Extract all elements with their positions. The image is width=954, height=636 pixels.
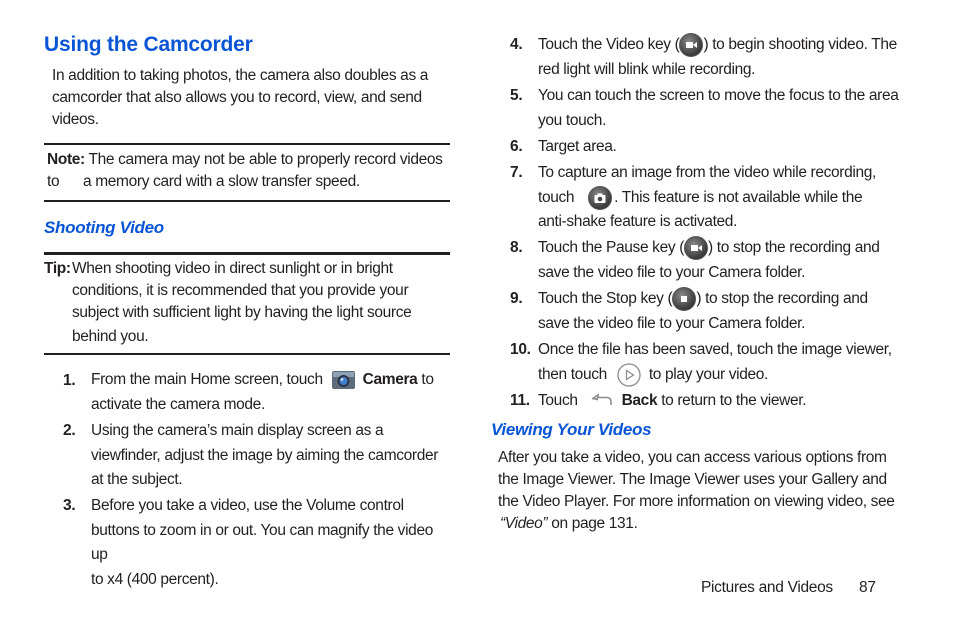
note-text-1: The camera may not be able to properly record videos to <box>47 151 443 190</box>
tip-text: When shooting video in direct sunlight or in bright conditions, it is recommended that you provide your subject with sufficient light by having the light source behind you. <box>72 260 412 345</box>
step-number: 4. <box>510 36 523 53</box>
step-number: 3. <box>63 497 76 514</box>
tip-label: Tip: <box>44 260 71 277</box>
note-label: Note: <box>47 151 85 168</box>
step-number: 8. <box>510 239 523 256</box>
intro-paragraph: In addition to taking photos, the camera also doubles as a camcorder that also allows you to record, view, and send videos. <box>52 67 429 128</box>
step-1: From the main Home screen, touch Camera to activate the camera mode. <box>91 368 451 417</box>
step-number: 11. <box>510 392 530 409</box>
viewing-paragraph: After you take a video, you can access various options from the Image Viewer. The Image Viewer uses your Gallery and the Video Player. For more information on viewing video, see “Video” on page 131. <box>498 449 895 532</box>
step-4: Touch the Video key ( ) to begin shooting video. The red light will blink while recording. <box>538 33 908 82</box>
step-3: Before you take a video, use the Volume control buttons to zoom in or out. You can magnify the video up to x4 (400 percent). <box>91 497 433 588</box>
camera-app-icon <box>331 369 356 391</box>
camera-shutter-icon <box>588 186 612 210</box>
step-number: 5. <box>510 87 523 104</box>
step-2: Using the camera’s main display screen as a viewfinder, adjust the image by aiming the camcorder at the subject. <box>91 422 439 488</box>
step-10: Once the file has been saved, touch the image viewer, then touch to play your video. <box>538 338 908 387</box>
tip-top-rule <box>44 252 450 255</box>
footer-section: Pictures and Videos <box>701 579 833 596</box>
page-title: Using the Camcorder <box>44 33 253 56</box>
step-9: Touch the Stop key ( ) to stop the recording and save the video file to your Camera folder. <box>538 287 908 336</box>
step-6: Target area. <box>538 138 617 155</box>
tip-bottom-rule <box>44 353 450 355</box>
step-5: You can touch the screen to move the focus to the area you touch. <box>538 87 899 129</box>
stop-key-icon <box>672 287 696 311</box>
step-number: 9. <box>510 290 523 307</box>
step-number: 1. <box>63 372 76 389</box>
play-icon <box>617 363 641 387</box>
page-number: 87 <box>859 579 876 596</box>
step-number: 6. <box>510 138 523 155</box>
step-number: 10. <box>510 341 531 358</box>
video-link[interactable]: “Video” <box>500 515 548 532</box>
step-number: 2. <box>63 422 76 439</box>
section-heading-viewing: Viewing Your Videos <box>491 420 652 439</box>
note-top-rule <box>44 143 450 145</box>
section-heading-shooting: Shooting Video <box>44 218 164 237</box>
back-icon <box>588 393 614 409</box>
step-11: Touch Back to return to the viewer. <box>538 392 807 409</box>
step-7: To capture an image from the video while recording, touch . This feature is not available while the anti-shake feature is activated. <box>538 164 876 231</box>
step-8: Touch the Pause key ( ) to stop the recording and save the video file to your Camera folder. <box>538 236 908 285</box>
step-number: 7. <box>510 164 523 181</box>
note-text-2: a memory card with a slow transfer speed. <box>83 173 360 190</box>
pause-key-icon <box>684 236 708 260</box>
note-bottom-rule <box>44 200 450 202</box>
video-key-icon <box>679 33 703 57</box>
